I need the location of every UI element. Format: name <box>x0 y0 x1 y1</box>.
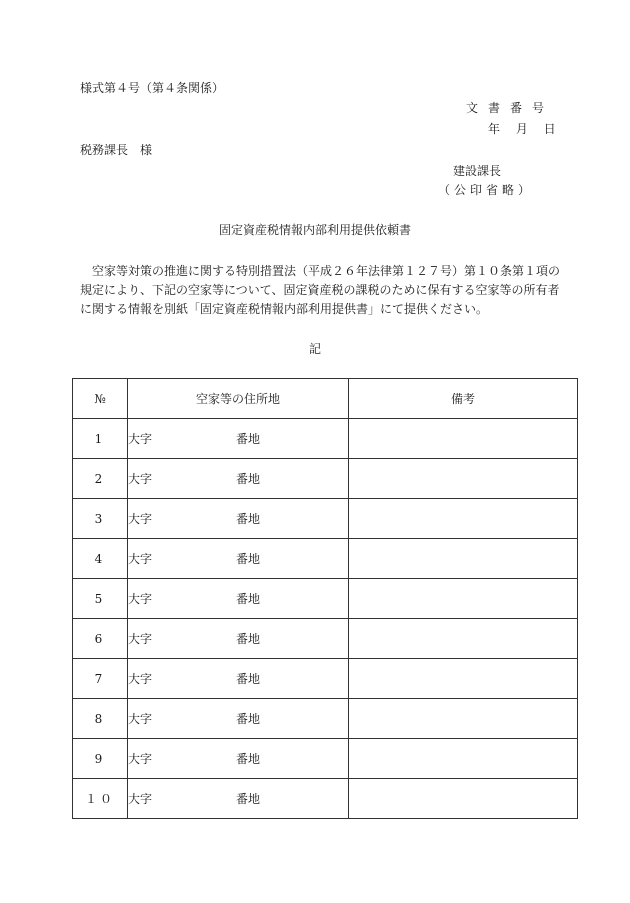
row-number: 8 <box>73 699 128 739</box>
table-row <box>73 459 578 499</box>
oaza-label: 大字 <box>128 672 153 686</box>
request-body <box>80 262 561 319</box>
banchi-label: 番地 <box>236 592 261 606</box>
address-cell[interactable] <box>128 579 349 619</box>
banchi-label: 番地 <box>236 792 261 806</box>
remarks-cell[interactable] <box>349 419 578 459</box>
row-number: １０ <box>73 779 128 819</box>
banchi-label: 番地 <box>236 552 261 566</box>
table-row <box>73 739 578 779</box>
oaza-label: 大字 <box>128 512 153 526</box>
table-row <box>73 419 578 459</box>
oaza-label: 大字 <box>128 472 153 486</box>
address-cell[interactable] <box>128 739 349 779</box>
table-row <box>73 779 578 819</box>
sender-title: 建設課長 <box>453 164 502 178</box>
row-number: 9 <box>73 739 128 779</box>
oaza-label: 大字 <box>128 752 153 766</box>
document-number-label: 文書番号 <box>466 101 555 115</box>
remarks-cell[interactable] <box>349 619 578 659</box>
table-row <box>73 539 578 579</box>
remarks-cell[interactable] <box>349 499 578 539</box>
oaza-label: 大字 <box>128 592 153 606</box>
remarks-cell[interactable] <box>349 699 578 739</box>
address-cell[interactable] <box>128 699 349 739</box>
remarks-cell[interactable] <box>349 659 578 699</box>
address-cell[interactable] <box>128 459 349 499</box>
header-remarks: 備考 <box>349 379 578 419</box>
banchi-label: 番地 <box>236 632 261 646</box>
banchi-label: 番地 <box>236 672 261 686</box>
body-line-1: 空家等対策の推進に関する特別措置法（平成２６年法律第１２７号）第１０条第１項の <box>92 264 561 278</box>
form-number: 様式第４号（第４条関係） <box>80 81 225 95</box>
row-number: 3 <box>73 499 128 539</box>
address-cell[interactable] <box>128 419 349 459</box>
remarks-cell[interactable] <box>349 739 578 779</box>
oaza-label: 大字 <box>128 432 153 446</box>
banchi-label: 番地 <box>236 472 261 486</box>
remarks-cell[interactable] <box>349 779 578 819</box>
row-number: 1 <box>73 419 128 459</box>
oaza-label: 大字 <box>128 632 153 646</box>
table-row <box>73 699 578 739</box>
remarks-cell[interactable] <box>349 459 578 499</box>
table-row <box>73 579 578 619</box>
body-line-3: に関する情報を別紙「固定資産税情報内部利用提供書」にて提供ください。 <box>80 302 489 316</box>
record-heading: 記 <box>308 342 321 356</box>
address-cell[interactable] <box>128 659 349 699</box>
row-number: 6 <box>73 619 128 659</box>
remarks-cell[interactable] <box>349 539 578 579</box>
banchi-label: 番地 <box>236 712 261 726</box>
addressee: 税務課長 様 <box>80 143 153 157</box>
banchi-label: 番地 <box>236 752 261 766</box>
row-number: 5 <box>73 579 128 619</box>
table-header-row <box>73 379 578 419</box>
address-cell[interactable] <box>128 619 349 659</box>
body-line-2: 規定により、下記の空家等について、固定資産税の課税のために保有する空家等の所有者 <box>80 283 560 297</box>
document-title: 固定資産税情報内部利用提供依頼書 <box>218 223 411 237</box>
address-cell[interactable] <box>128 539 349 579</box>
header-no: № <box>73 379 128 419</box>
seal-omitted-note: （公印省略） <box>438 183 535 197</box>
table-body <box>73 419 578 819</box>
date-label: 年 月 日 <box>488 122 562 136</box>
banchi-label: 番地 <box>236 432 261 446</box>
table-row <box>73 619 578 659</box>
vacant-house-table <box>72 378 578 819</box>
oaza-label: 大字 <box>128 712 153 726</box>
table-row <box>73 659 578 699</box>
table-row <box>73 499 578 539</box>
oaza-label: 大字 <box>128 792 153 806</box>
address-cell[interactable] <box>128 499 349 539</box>
header-address: 空家等の住所地 <box>128 379 349 419</box>
banchi-label: 番地 <box>236 512 261 526</box>
row-number: 4 <box>73 539 128 579</box>
oaza-label: 大字 <box>128 552 153 566</box>
row-number: 2 <box>73 459 128 499</box>
address-cell[interactable] <box>128 779 349 819</box>
remarks-cell[interactable] <box>349 579 578 619</box>
row-number: 7 <box>73 659 128 699</box>
